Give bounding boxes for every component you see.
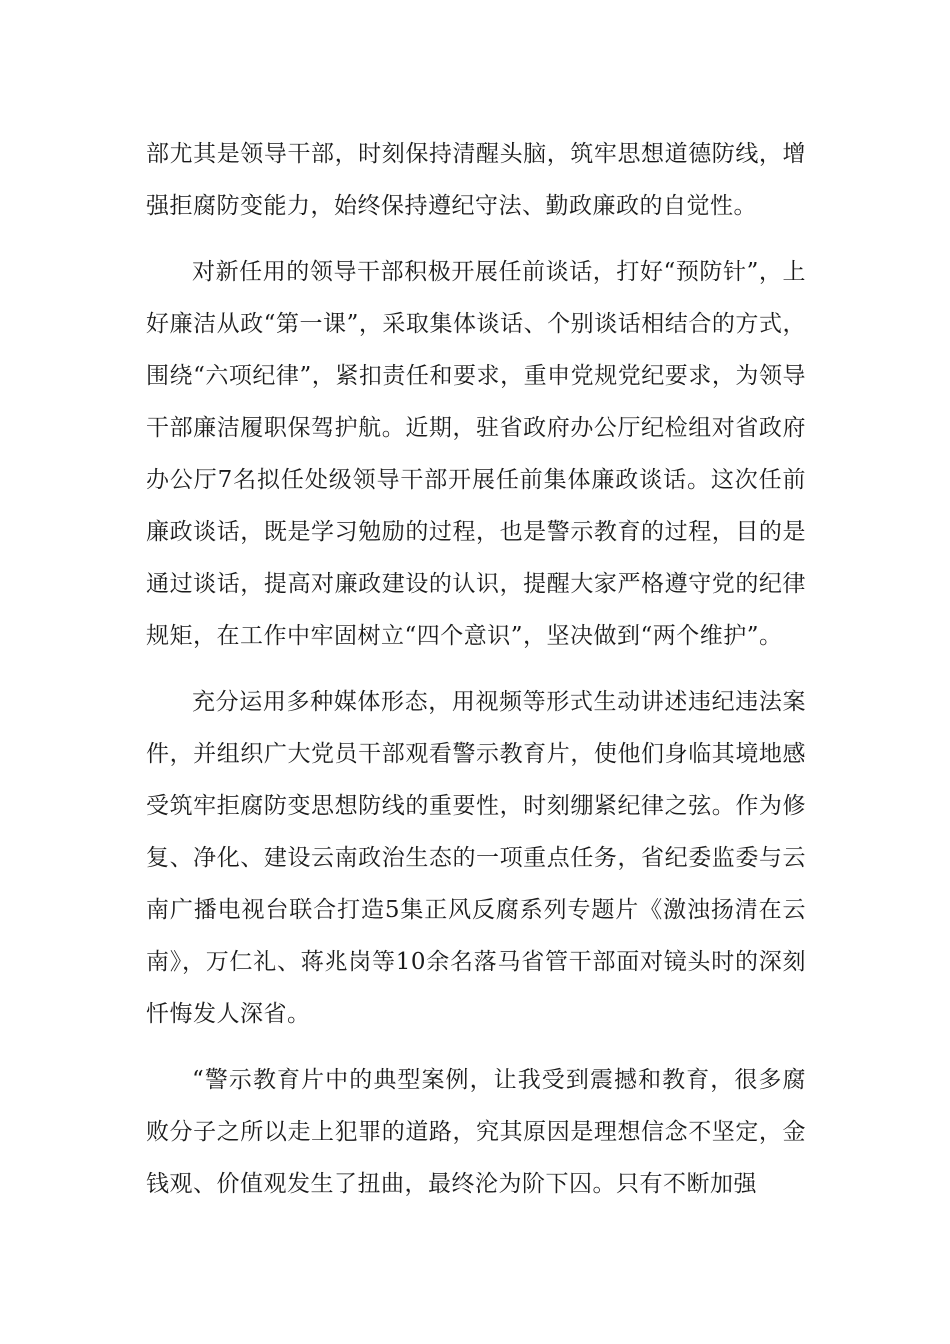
- paragraph-2: 对新任用的领导干部积极开展任前谈话，打好“预防针”，上好廉洁从政“第一课”，采取集体谈话、个别谈话相结合的方式，围绕“六项纪律”，紧扣责任和要求，重申党规党纪要求，为领导干部廉洁履职保驾护航。近期，驻省政府办公厅纪检组对省政府办公厅7名拟任处级领导干部开展任前集体廉政谈话。这次任前廉政谈话，既是学习勉励的过程，也是警示教育的过程，目的是通过谈话，提高对廉政建设的认识，提醒大家严格遵守党的纪律规矩，在工作中牢固树立“四个意识”，坚决做到“两个维护”。: [146, 259, 806, 649]
- paragraph-3: 充分运用多种媒体形态，用视频等形式生动讲述违纪违法案件，并组织广大党员干部观看警示教育片，使他们身临其境地感受筑牢拒腐防变思想防线的重要性，时刻绷紧纪律之弦。作为修复、净化、建设云南政治生态的一项重点任务，省纪委监委与云南广播电视台联合打造5集正风反腐系列专题片《激浊扬清在云南》，万仁礼、蒋兆岗等10余名落马省管干部面对镜头时的深刻忏悔发人深省。: [146, 689, 806, 1027]
- paragraph-1: 部尤其是领导干部，时刻保持清醒头脑，筑牢思想道德防线，增强拒腐防变能力，始终保持遵纪守法、勤政廉政的自觉性。: [146, 141, 806, 219]
- paragraph-4: “警示教育片中的典型案例，让我受到震撼和教育，很多腐败分子之所以走上犯罪的道路，究其原因是理想信念不坚定，金钱观、价值观发生了扭曲，最终沦为阶下囚。只有不断加强: [146, 1067, 806, 1197]
- document-body: [146, 128, 806, 1210]
